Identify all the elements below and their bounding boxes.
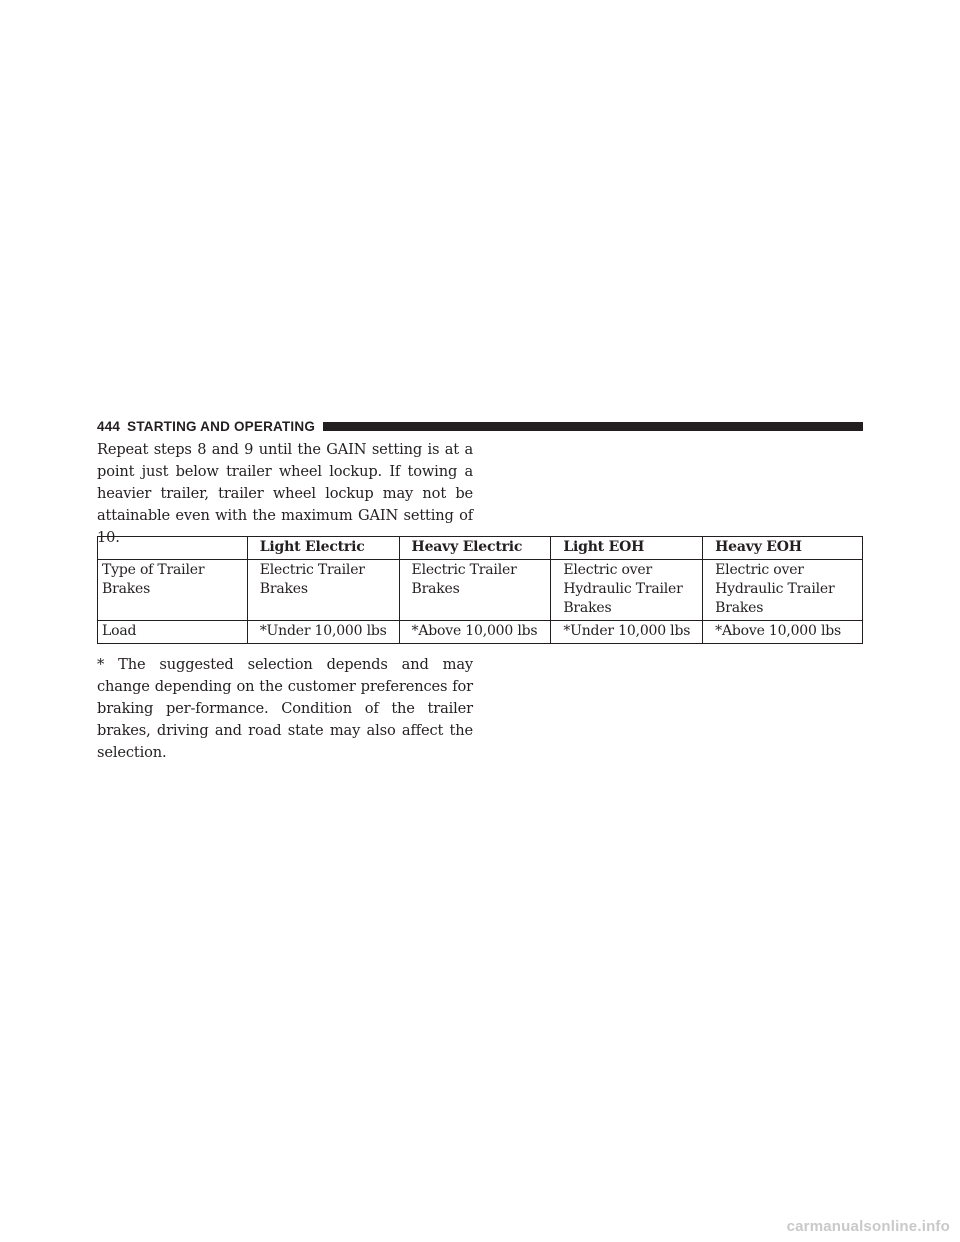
brake-settings-table: [97, 536, 863, 644]
footnote-paragraph: * The suggested selection depends and may change depending on the customer preferences for braking per-formance. Condition of the trailer brakes, driving and road state may also affect the selection.: [97, 656, 473, 761]
table-header-cell: [98, 537, 248, 560]
table-header-cell: Light EOH: [551, 537, 703, 560]
table-cell: *Above 10,000 lbs: [703, 621, 863, 644]
section-title: STARTING AND OPERATING: [127, 418, 316, 434]
header-rule: [323, 422, 863, 431]
page-header: [97, 417, 863, 435]
table-cell: Electric Trailer Brakes: [399, 560, 551, 621]
table-header-row: [98, 537, 863, 560]
intro-paragraph: Repeat steps 8 and 9 until the GAIN setting is at a point just below trailer wheel lockup. If towing a heavier trailer, trailer wheel lockup may not be attainable even with the maximum GAIN setting of 10.: [97, 441, 473, 546]
table-cell: *Under 10,000 lbs: [247, 621, 399, 644]
table-cell: Electric over Hydraulic Trailer Brakes: [551, 560, 703, 621]
table-cell: *Above 10,000 lbs: [399, 621, 551, 644]
table-row: [98, 621, 863, 644]
table-header-cell: Heavy EOH: [703, 537, 863, 560]
table-cell: Type of Trailer Brakes: [98, 560, 248, 621]
watermark-text: carmanualsonline.info: [786, 1218, 950, 1235]
table-cell: Electric over Hydraulic Trailer Brakes: [703, 560, 863, 621]
page-number: 444: [97, 418, 121, 434]
table-cell: Load: [98, 621, 248, 644]
table-row: [98, 560, 863, 621]
table-header-cell: Heavy Electric: [399, 537, 551, 560]
table-cell: Electric Trailer Brakes: [247, 560, 399, 621]
table-header-cell: Light Electric: [247, 537, 399, 560]
table-cell: *Under 10,000 lbs: [551, 621, 703, 644]
